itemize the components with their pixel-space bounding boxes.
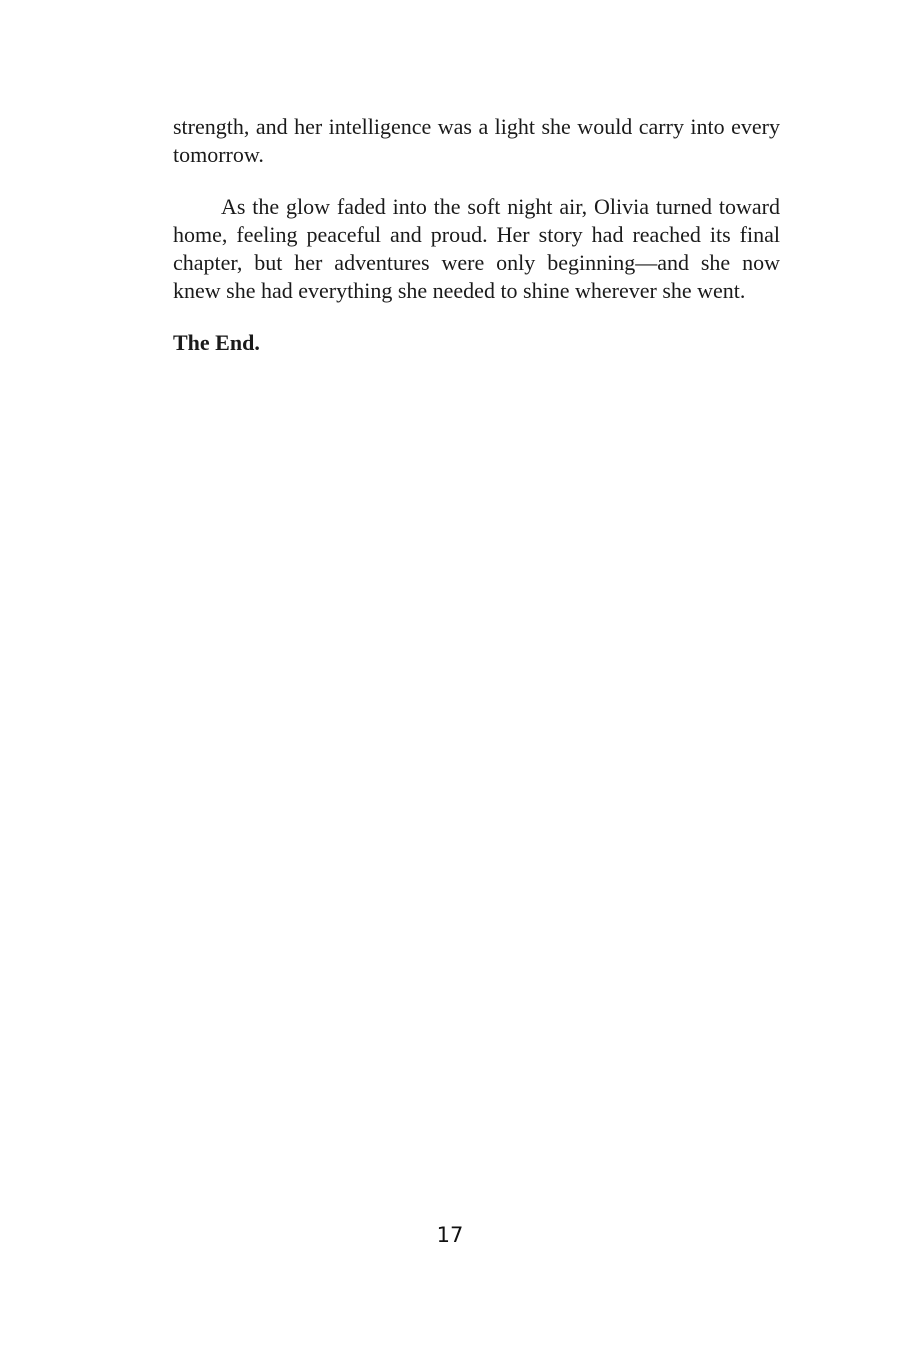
closing-line: The End. [173,330,260,355]
page-number: 17 [436,1223,464,1247]
body-text [173,113,780,357]
paragraph-continued: strength, and her intelligence was a light she would carry into every tomorrow. [173,114,780,167]
paragraph: As the glow faded into the soft night air, Olivia turned toward home, feeling peaceful and proud. Her story had reached its final chapter, but her adventures were only beginning—and she now knew she had everything she needed to shine wherever she went. [173,194,780,303]
